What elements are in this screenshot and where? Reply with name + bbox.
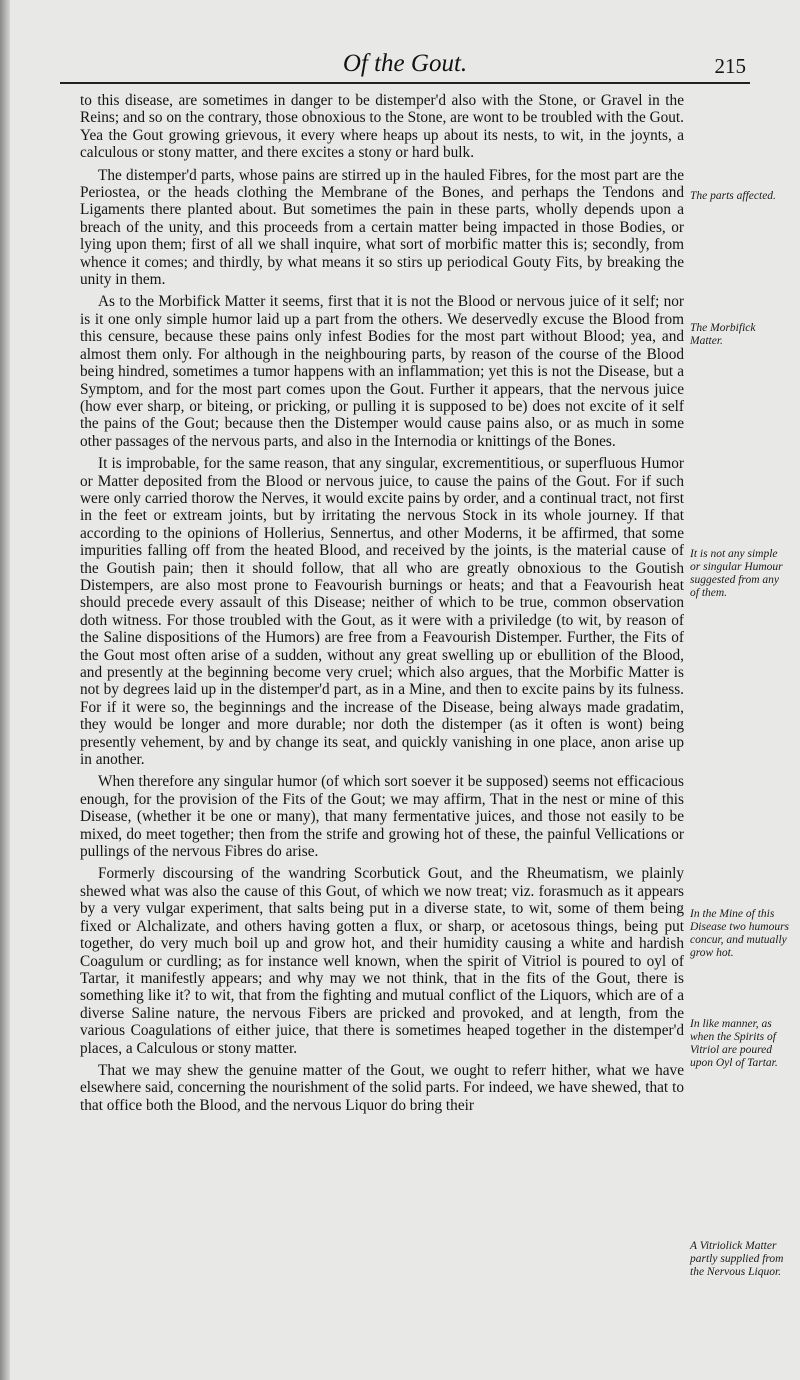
body-text	[80, 92, 684, 1114]
paragraph-4: It is improbable, for the same reason, that any singular, excrementitious, or superfluous Humor or Matter deposited from the Blood or nervous juice, to cause the pains of the Gout. For if such were only carried thorow the Nerves, it would excite pains by order, and a continual tract, not first in the feet or extream joints, but by irritating the nervous Stock in its whole journey. If that according to the opinions of Hollerius, Sennertus, and other Moderns, it be affirmed, that some impurities falling off from the heated Blood, and received by the joints, is the material cause of the Goutish pain; then it should follow, that all who are greatly obnoxious to the Goutish Distempers, are also most prone to Feavourish burnings or heats; and that a Feavourish heat should precede every assault of this Disease; neither of which to be true, common observation doth witness. For those troubled with the Gout, as it were with a priviledge (to wit, by reason of the Saline dispositions of the Humors) are free from a Feavourish Distemper. Further, the Fits of the Gout most often arise of a sudden, without any great swelling up or ebullition of the Blood, and presently at the beginning become very cruel; which also argues, that the Morbific Matter is not by degrees laid up in the distemper'd part, as in a Mine, and then to excite pains by its fulness. For if it were so, the beginnings and the increase of the Disease, being always made gradatim, they would be longer and more durable; nor doth the distemper (as it often is wont) being presently vehement, by and by change its seat, and quickly vanishing in one place, anon arise up in another.	[80, 455, 684, 769]
paragraph-1: to this disease, are sometimes in danger to be distemper'd also with the Stone, or Gravel in the Reins; and so on the contrary, those obnoxious to the Stone, are wont to be troubled with the Gout. Yea the Gout growing grievous, it every where heaps up about its nests, to wit, in the joynts, a calculous or stony matter, and there excites a stony or hard bulk.	[80, 92, 684, 162]
paragraph-3: As to the Morbifick Matter it seems, first that it is not the Blood or nervous juice of it self; nor is it one only simple humor laid up a part from the others. We deservedly excuse the Blood from this censure, because these pains only infest Bodies for the most part without Blood; yea, and almost them only. For although in the neighbouring parts, by reason of the course of the Blood being hindred, sometimes a tumor happens with an inflammation; yet this is not the Disease, but a Symptom, and for the most part comes upon the Gout. Further it appears, that the nervous juice (how ever sharp, or biteing, or pricking, or pulling it is supposed to be) does not excite of it self the pains of the Gout; because then the Distemper would cause pains also, or as much in some other passages of the nervous parts, and also in the Internodia or knittings of the Bones.	[80, 293, 684, 450]
paragraph-6: Formerly discoursing of the wandring Scorbutick Gout, and the Rheumatism, we plainly shewed what was also the cause of this Gout, of which we now treat; viz. forasmuch as it appears by a very vulgar experiment, that salts being put in a diverse state, to wit, some of them being fixed or Alchalizate, and others having gotten a flux, or sharp, or acetosous things, being put together, do very much boil up and grow hot, and their humidity causing a white and hardish Coagulum or curdling; as for instance well known, when the spirit of Vitriol is poured to oyl of Tartar, it manifestly appears; and why may we not think, that in the fits of the Gout, there is something like it? to wit, that from the fighting and mutual conflict of the Liquors, which are of a diverse Saline nature, the nervous Fibers are pricked and provoked, and at length, from the various Coagulations of either juice, that there is sometimes heaped together in the distemper'd places, a Calculous or stony matter.	[80, 865, 684, 1057]
page-number: 215	[714, 54, 746, 78]
margin-note-morbifick-matter: The Morbifick Matter.	[690, 322, 756, 347]
paragraph-5: When therefore any singular humor (of which sort soever it be supposed) seems not efficacious enough, for the provision of the Fits of the Gout; we may affirm, That in the nest or mine of this Disease, (whether it be one or many), that many fermentative juices, and those not easily to be mixed, do meet together; then from the strife and growing hot of these, the painful Vellications or pullings of the nervous Fibres do arise.	[80, 773, 684, 861]
margin-note-parts-affected: The parts affected.	[690, 190, 776, 202]
margin-note-mine-of-disease: In the Mine of this Disease two humours concur, and mutually grow hot.	[690, 908, 790, 959]
margin-note-not-simple-humour: It is not any simple or singular Humour suggested from any of them.	[690, 548, 783, 599]
running-head: Of the Gout.	[342, 50, 468, 77]
paragraph-2: The distemper'd parts, whose pains are stirred up in the hauled Fibres, for the most part are the Periostea, or the heads clothing the Membrane of the Bones, and perhaps the Tendons and Ligaments there planted about. But sometimes the pain in these parts, wholly depends upon a breach of the unity, and this proceeds from a certain matter being impacted in those Bodies, or lying upon them; first of all we shall inquire, what sort of morbific matter this is; secondly, from whence it comes; and thirdly, by what means it so stirs up periodical Gouty Fits, by breaking the unity in them.	[80, 166, 684, 289]
paragraph-7: That we may shew the genuine matter of the Gout, we ought to referr hither, what we have elsewhere said, concerning the nourishment of the solid parts. For indeed, we have shewed, that to that office both the Blood, and the nervous Liquor do bring their	[80, 1061, 684, 1114]
page-header	[60, 48, 750, 84]
margin-note-vitriolick-matter: A Vitriolick Matter partly supplied from the Nervous Liquor.	[690, 1240, 784, 1278]
margin-note-like-manner: In like manner, as when the Spirits of Vitriol are poured upon Oyl of Tartar.	[690, 1018, 778, 1069]
page-gutter-shadow	[0, 0, 10, 1380]
